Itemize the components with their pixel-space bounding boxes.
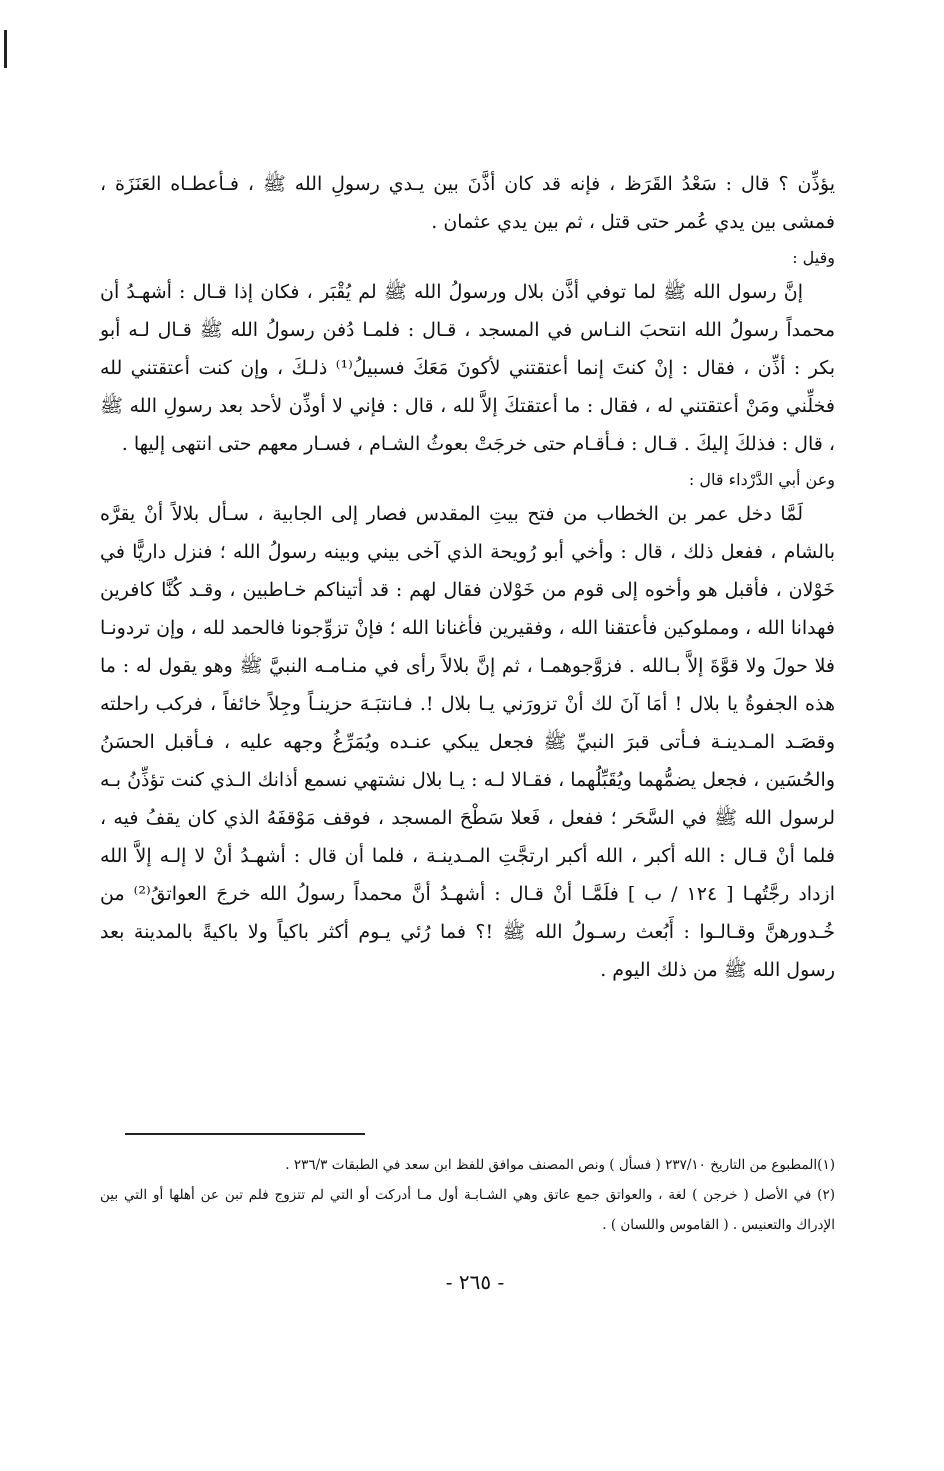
scan-edge-mark (4, 30, 7, 68)
footnotes (100, 1150, 835, 1240)
footnote-2: (٢) في الأصل ( خرجن ) لغة ، والعواتق جمع عاتق وهي الشـابـة أول مـا أدركت أو التي لم تتزوج فلم تبن عن أهلها أو التي بين الإدراك والتعنيس . ( القاموس واللسان ) . (100, 1187, 835, 1233)
footnote-1: (١)المطبوع من التاريخ ٢٣٧/١٠ ( فسأل ) ونص المصنف موافق للفظ ابن سعد في الطبقات ٢٣٦/٣ . (285, 1157, 835, 1173)
main-text (100, 165, 835, 989)
subheading-wa-qila: وقيل : (792, 248, 835, 267)
paragraph-1: يؤذِّن ؟ قال : سَعْدُ القَرَظ ، فإنه قد كان أذَّنَ بين يـدي رسولِ الله ﷺ ، فـأعطـاه العَنَزَة ، فمشى بين يدي عُمر حتى قتل ، ثم بين يدي عثمان . (100, 173, 835, 233)
paragraph-2: إنَّ رسول الله ﷺ لما توفي أذَّن بلال ورسولُ الله ﷺ لم يُقْبَر ، فكان إذا قـال : أشهـدُ أن محمداً رسولُ الله انتحبَ النـاس في المسجد ، قـال : فلمـا دُفن رسولُ الله ﷺ قـال لـه أبو بكر : أذِّن ، فقال : إنْ كنتَ إنما أعتقتني لأكونَ مَعَكَ فسبيلُ⁽¹⁾ ذلـكَ ، وإن كنت أعتقتني لله فخلِّني ومَنْ أعتقتني له ، فقال : ما أعتقتكَ إلاَّ لله ، قال : فإني لا أوذِّن لأحد بعد رسولِ الله ﷺ ، قال : فذلكَ إليكَ . قـال : فـأقـام حتى خرجَتْ بعوثُ الشـام ، فسـار معهم حتى انتهى إليها . (100, 281, 835, 455)
subheading-abi-al-darda: وعن أبي الدَّرْداء قال : (688, 470, 835, 489)
paragraph-3: لَمَّا دخل عمر بن الخطاب من فتح بيتِ المقدس فصار إلى الجابية ، سـأل بلالاً أنْ يقرَّه بالشام ، ففعل ذلك ، قال : وأخي أبو رُويحة الذي آخى بيني وبينه رسولُ الله ؛ فنزل داريًّا في خَوْلان ، فأقبل هو وأخوه إلى قوم من خَوْلان فقال لهم : قد أتيناكم خـاطبين ، وقـد كُنَّا كافرين فهدانا الله ، ومملوكين فأعتقنا الله ، وفقيرين فأغنانا الله ؛ فإنْ تزوِّجونا فالحمد لله ، وإن تردونـا فلا حولَ ولا قوَّةَ إلاَّ بـالله . فزوَّجوهمـا ، ثم إنَّ بلالاً رأى في منـامـه النبيَّ ﷺ وهو يقول له : ما هذه الجفوةُ يا بلال ! أمَا آنَ لك أنْ تزورَني يـا بلال !. فـانتبَـهَ حزينـاً وجِلاً خائفاً ، فركب راحلته وقصَـد المـدينـة فـأتى قبرَ النبيِّ ﷺ فجعل يبكي عنـده ويُمَرِّغُ وجهه عليه ، فـأقبل الحسَنُ والحُسَين ، فجعل يضمُّهما ويُقَبِّلُهما ، فقـالا لـه : يـا بلال نشتهي نسمع أذانك الـذي كنت تؤذِّنُ بـه لرسول الله ﷺ في السَّحَر ؛ ففعل ، فَعلا سَطْحَ المسجد ، فوقف مَوْقفَهُ الذي كان يقفُ فيه ، فلما أنْ قـال : الله أكبر ، الله أكبر ارتجَّتِ المـدينـة ، فلما أن قال : أشهـدُ أنْ لا إلـه إلاَّ الله ازداد رجَّتُهـا [ ١٢٤ / ب ] فلَمَّـا أنْ قـال : أشهـدُ أنَّ محمداً رسولُ الله خرجَ العواتقُ⁽²⁾ من خُـدورهنَّ وقـالـوا : أَبُعث رسـولُ الله ﷺ !؟ فما رُئي يـوم أكثر باكياً ولا باكيةً بالمدينة بعد رسول الله ﷺ من ذلك اليوم . (100, 503, 835, 981)
footnote-divider (125, 1133, 365, 1135)
page-number: - ٢٦٥ - (445, 1270, 505, 1294)
